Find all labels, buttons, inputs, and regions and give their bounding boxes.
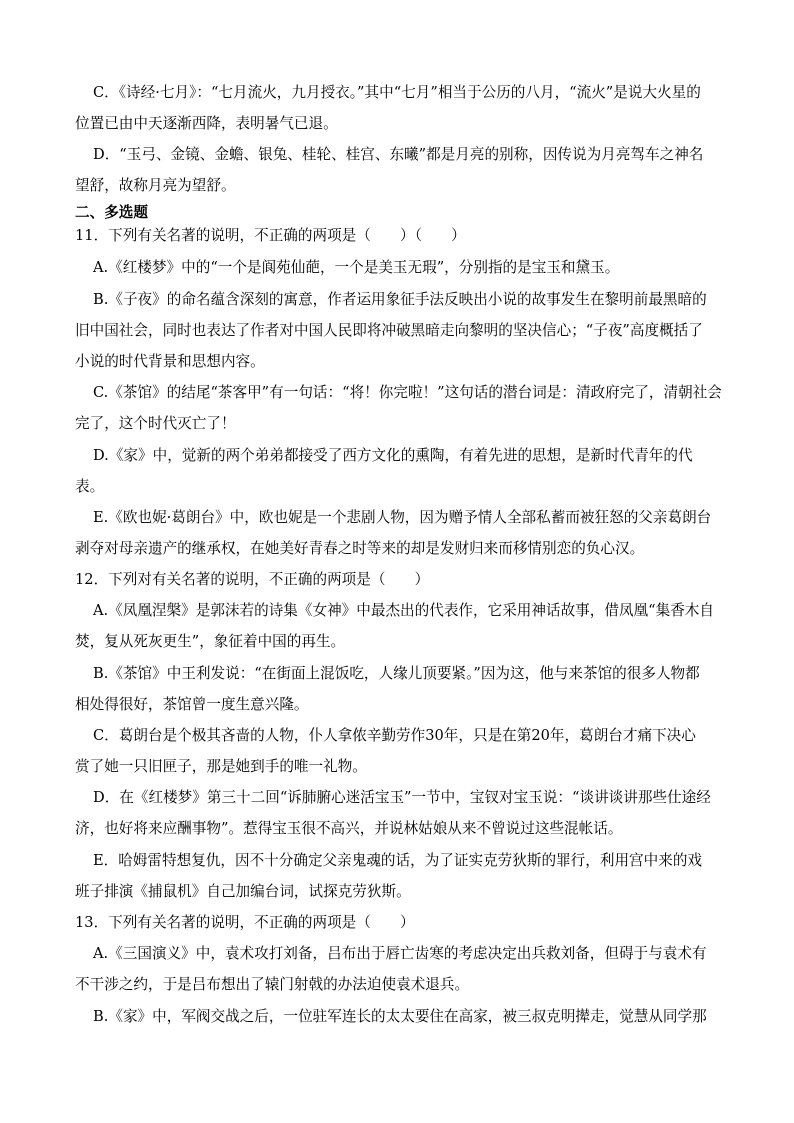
q11-option-e-line2: 剥夺对母亲遗产的继承权，在她美好青春之时等来的却是发财归来而移情别恋的负心汉。 (75, 540, 645, 557)
q12-option-b-line1: B.《茶馆》中王利发说：“在街面上混饭吃，人缘儿顶要紧。”因为这，他与来茶馆的很多人物都 (93, 665, 700, 682)
q12-option-a-line1: A.《凤凰涅槃》是郭沫若的诗集《女神》中最杰出的代表作，它采用神话故事，借凤凰“集香木自 (93, 602, 714, 619)
option-c-line1: C．《诗经·七月》：“七月流火，九月授衣。”其中“七月”相当于公历的八月，“流火”是说大火星的 (93, 84, 701, 101)
q13-option-a-line1: A.《三国演义》中，袁术攻打刘备，吕布出于唇亡齿寒的考虑决定出兵救刘备，但碍于与袁术有 (93, 945, 707, 962)
question-11-stem: 11．下列有关名著的说明，不正确的两项是（ ）（ ） (75, 227, 466, 244)
q13-option-a-line2: 不干涉之约，于是吕布想出了辕门射戟的办法迫使袁术退兵。 (75, 976, 470, 993)
q12-option-b-line2: 相处得很好，茶馆曾一度生意兴隆。 (75, 696, 309, 713)
q11-option-c-line2: 完了，这个时代灭亡了！ (75, 415, 236, 432)
q11-option-c-line1: C.《茶馆》的结尾“茶客甲”有一句话：“将！你完啦！”这句话的潜台词是：清政府完了，清朝社会 (93, 384, 722, 401)
q11-option-e-line1: E.《欧也妮·葛朗台》中，欧也妮是一个悲剧人物，因为赠予情人全部私蓄而被狂怒的父亲葛朗台 (93, 509, 712, 526)
option-d-line1: D．“玉弓、金镜、金蟾、银兔、桂轮、桂宫、东曦”都是月亮的别称，因传说为月亮驾车之神名 (93, 146, 704, 163)
q11-option-b-line1: B.《子夜》的命名蕴含深刻的寓意，作者运用象征手法反映出小说的故事发生在黎明前最黑暗的 (93, 291, 707, 308)
q11-option-b-line2: 旧中国社会，同时也表达了作者对中国人民即将冲破黑暗走向黎明的坚决信心；“子夜”高度概括了 (75, 322, 703, 339)
q12-option-e-line2: 班子排演《捕鼠机》自己加编台词，试探克劳狄斯。 (75, 883, 411, 900)
option-d-line2: 望舒，故称月亮为望舒。 (75, 177, 236, 194)
q11-option-b-line3: 小说的时代背景和思想内容。 (75, 353, 265, 370)
q11-option-a: A.《红楼梦》中的“一个是阆苑仙葩，一个是美玉无瑕”，分别指的是宝玉和黛玉。 (93, 259, 620, 276)
q12-option-d-line1: D．在《红楼梦》第三十二回“诉肺腑心迷活宝玉”一节中，宝钗对宝玉说：“谈讲谈讲那些仕途经 (93, 789, 711, 806)
section-title: 二、多选题 (75, 204, 148, 221)
q12-option-c-line2: 赏了她一只旧匣子，那是她到手的唯一礼物。 (75, 758, 367, 775)
option-c-line2: 位置已由中天逐渐西降，表明暑气已退。 (75, 115, 338, 132)
q11-option-d-line2: 表。 (75, 478, 105, 495)
question-13-stem: 13．下列有关名著的说明，不正确的两项是（ ） (75, 914, 415, 931)
q12-option-c-line1: C．葛朗台是个极其吝啬的人物，仆人拿侬辛勤劳作30年，只是在第20年，葛朗台才痛下决心 (93, 727, 696, 744)
q12-option-a-line2: 焚，复从死灰更生”，象征着中国的再生。 (75, 633, 346, 650)
question-12-stem: 12．下列对有关名著的说明，不正确的两项是（ ） (75, 571, 430, 588)
q11-option-d-line1: D.《家》中，觉新的两个弟弟都接受了西方文化的熏陶，有着先进的思想，是新时代青年的代 (93, 447, 693, 464)
q12-option-e-line1: E．哈姆雷特想复仇，因不十分确定父亲鬼魂的话，为了证实克劳狄斯的罪行，利用宫中来的戏 (93, 852, 703, 869)
q12-option-d-line2: 济，也好将来应酬事物”。惹得宝玉很不高兴，并说林姑娘从来不曾说过这些混帐话。 (75, 820, 623, 837)
q13-option-b-line1: B.《家》中，军阀交战之后，一位驻军连长的太太要住在高家，被三叔克明撵走，觉慧从同学那 (93, 1008, 707, 1025)
